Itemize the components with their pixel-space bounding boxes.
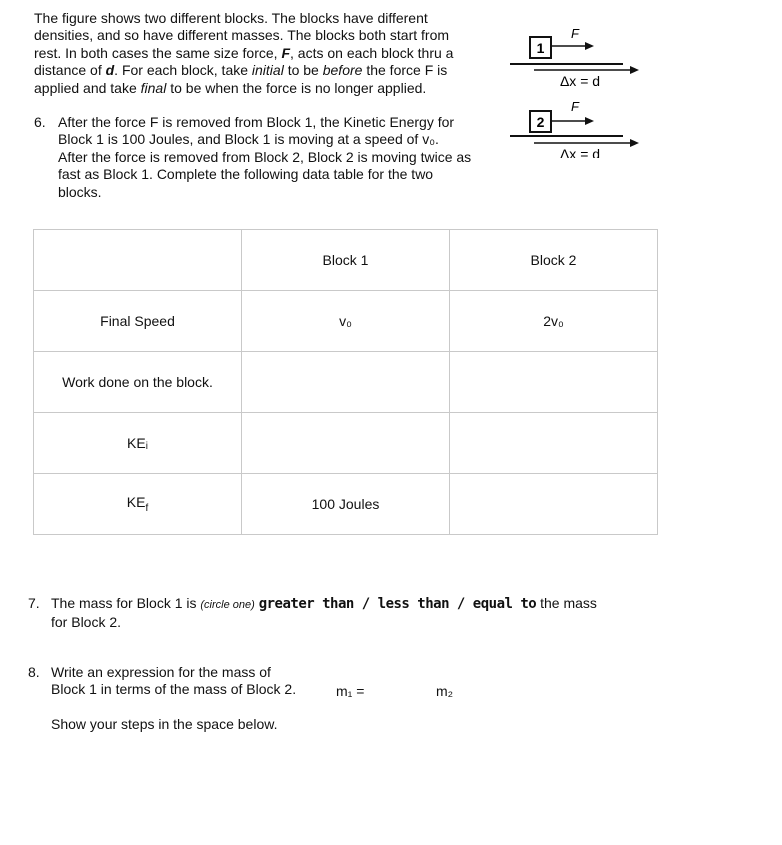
table-cell[interactable]: v₀ <box>242 291 450 352</box>
intro-force-symbol: F <box>281 44 291 61</box>
intro-distance-symbol: d <box>105 62 115 79</box>
question-6-line-4: fast as Block 1. Complete the following data table for the two <box>58 166 434 183</box>
table-row <box>34 291 658 352</box>
table-header-row <box>34 230 658 291</box>
intro-final-word: final <box>140 79 167 96</box>
question-7-text-b: the mass <box>536 595 597 611</box>
circle-one-note: (circle one) <box>200 599 255 611</box>
block-1-label: 1 <box>536 40 545 56</box>
table-cell[interactable] <box>450 413 658 474</box>
intro-before-word: before <box>322 62 363 79</box>
question-7-number: 7. <box>28 595 40 611</box>
option-separator: / <box>449 596 473 612</box>
force-label-2: F <box>571 99 579 114</box>
table-header-cell: Block 2 <box>450 230 658 291</box>
question-6-line-3: After the force is removed from Block 2, Block 2 is moving twice as <box>58 148 472 165</box>
displacement-arrow-1-head <box>630 66 639 74</box>
question-7-line-2: for Block 2. <box>51 614 122 631</box>
intro-line-5a: applied and take <box>34 79 141 96</box>
table-row-label: Work done on the block. <box>34 352 242 413</box>
question-8-line-2: Block 1 in terms of the mass of Block 2. <box>51 681 297 698</box>
table-cell[interactable] <box>242 352 450 413</box>
mass-1-expression: m₁ = <box>336 683 365 699</box>
table-cell[interactable] <box>242 413 450 474</box>
option-less-than[interactable]: less than <box>377 596 449 612</box>
table-row-label <box>34 474 242 535</box>
intro-paragraph <box>34 10 504 97</box>
displacement-arrow-2-head <box>630 139 639 147</box>
block-2-label: 2 <box>536 114 545 130</box>
intro-line-4c: to be <box>283 62 323 79</box>
table-row <box>34 474 658 535</box>
option-equal-to[interactable]: equal to <box>472 596 537 612</box>
intro-line-2: densities, and so have different masses. The blocks both start from <box>34 27 450 44</box>
intro-line-4b: . For each block, take <box>114 62 252 79</box>
question-6-line-2: Block 1 is 100 Joules, and Block 1 is moving at a speed of v₀. <box>58 131 439 148</box>
table-row-label: KEᵢ <box>34 413 242 474</box>
intro-line-3b: , acts on each block thru a <box>290 44 454 61</box>
intro-line-1: The figure shows two different blocks. The blocks have different <box>34 10 428 26</box>
table-row-label: Final Speed <box>34 291 242 352</box>
kef-subscript: f <box>145 502 149 514</box>
table-row <box>34 352 658 413</box>
displacement-label-1: Δx = d <box>559 73 601 89</box>
intro-line-4d: the force F is <box>362 62 448 79</box>
table-row <box>34 413 658 474</box>
intro-line-5b: to be when the force is no longer applied. <box>166 79 427 96</box>
show-steps-instruction: Show your steps in the space below. <box>51 716 278 732</box>
table-header-cell <box>34 230 242 291</box>
force-arrow-1-head <box>585 42 594 50</box>
table-cell[interactable] <box>450 474 658 535</box>
question-6-line-1: After the force F is removed from Block 1, the Kinetic Energy for <box>58 114 455 130</box>
force-label-1: F <box>571 26 579 41</box>
question-8 <box>28 664 628 699</box>
question-6-number: 6. <box>34 114 46 130</box>
displacement-label-2: Δx = d <box>559 146 601 158</box>
option-separator: / <box>353 596 378 612</box>
question-7-text-a: The mass for Block 1 is <box>51 595 201 611</box>
question-8-line-1: Write an expression for the mass of <box>51 664 271 680</box>
force-arrow-2-head <box>585 117 594 125</box>
intro-line-4a: distance of <box>34 62 106 79</box>
option-greater-than[interactable]: greater than <box>258 596 354 612</box>
question-8-number: 8. <box>28 664 40 680</box>
table-header-cell: Block 1 <box>242 230 450 291</box>
kef-label: KE <box>126 494 146 511</box>
blocks-figure <box>500 18 650 158</box>
question-6 <box>34 114 504 201</box>
intro-initial-word: initial <box>251 62 284 79</box>
data-table <box>33 229 658 535</box>
table-cell[interactable] <box>450 352 658 413</box>
table-cell[interactable]: 2v₀ <box>450 291 658 352</box>
mass-2-symbol: m₂ <box>436 683 454 699</box>
table-cell[interactable]: 100 Joules <box>242 474 450 535</box>
question-7 <box>28 595 628 632</box>
question-6-line-5: blocks. <box>58 183 102 200</box>
intro-line-3a: rest. In both cases the same size force, <box>34 44 282 61</box>
